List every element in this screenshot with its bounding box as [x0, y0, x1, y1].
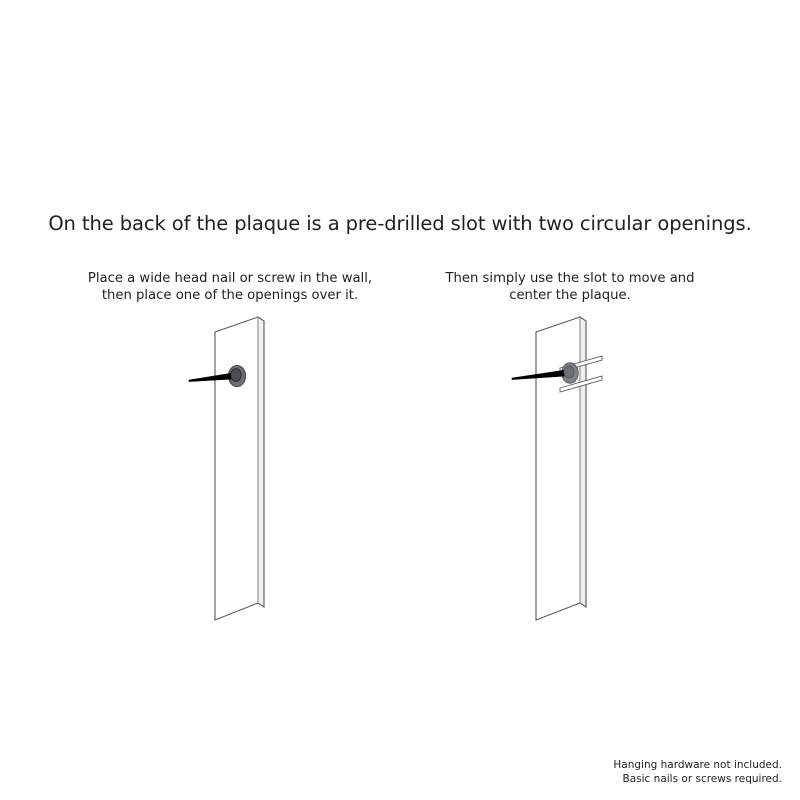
plaque-illustration-left	[215, 317, 264, 620]
caption-left-line-2: then place one of the openings over it.	[101, 288, 359, 303]
caption-left-line-1: Place a wide head nail or screw in the wall,	[87, 271, 373, 286]
footnote-line-1: Hanging hardware not included.	[613, 759, 782, 771]
nail-head-right	[564, 366, 574, 378]
footnote	[613, 759, 782, 786]
nail-head-left	[231, 369, 241, 382]
plaque-edge-left	[258, 317, 264, 607]
footnote-line-2: Basic nails or screws required.	[622, 772, 782, 785]
plaque-face-right	[536, 317, 580, 620]
page-title: On the back of the plaque is a pre-drilled slot with two circular openings.	[48, 212, 752, 235]
caption-right-line-1: Then simply use the slot to move and	[445, 271, 695, 286]
caption-right-line-2: center the plaque.	[509, 288, 631, 303]
plaque-face-left	[215, 317, 258, 620]
